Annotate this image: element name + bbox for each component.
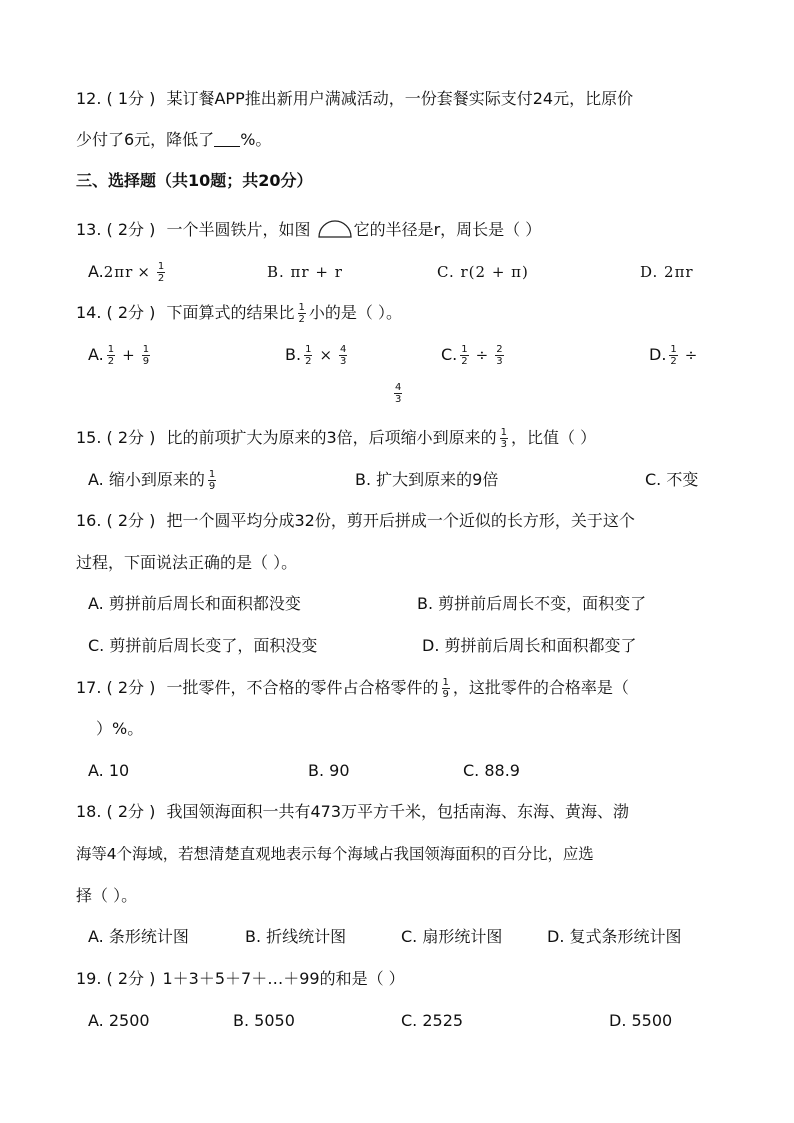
q16-text: 把一个圆平均分成32份，剪开后拼成一个近似的长方形，关于这个 [166, 511, 635, 530]
q15-option-a[interactable]: A. 缩小到原来的 $\frac{1}{9}$ [88, 469, 216, 492]
q17-number: 17. [76, 678, 102, 697]
q13-option-c[interactable]: C. r(2 + π) [437, 263, 529, 281]
q13-option-a-label: A. [88, 262, 104, 281]
q19-option-a[interactable]: A. 2500 [88, 1011, 150, 1030]
q16-option-b[interactable]: B. 剪拼前后周长不变，面积变了 [417, 594, 647, 613]
q13-option-d[interactable]: D. 2πr [640, 263, 694, 281]
q13-option-a-op: × [137, 263, 150, 281]
q19-stem [76, 968, 405, 990]
q17-option-a[interactable]: A. 10 [88, 761, 130, 780]
q18-text: 我国领海面积一共有473万平方千米，包括南海、东海、黄海、渤 [166, 802, 630, 821]
q16-option-c[interactable]: C. 剪拼前后周长变了，面积没变 [88, 636, 318, 655]
q14-stem [76, 302, 402, 325]
q12-score: ( 1分 ) [106, 89, 156, 108]
q14-option-d[interactable]: D. $\frac{1}{2}$ ÷ [649, 344, 698, 367]
q16-score: ( 2分 ) [106, 511, 156, 530]
q17-line2: ）%。 [96, 719, 144, 738]
q14-score: ( 2分 ) [106, 303, 156, 322]
q13-text-b: 它的半径是r，周长是（ ） [353, 220, 542, 239]
q15-score: ( 2分 ) [106, 428, 156, 447]
q13-option-b[interactable]: B. πr + r [267, 263, 343, 281]
q15-option-b[interactable]: B. 扩大到原来的9倍 [355, 470, 499, 489]
q12-line2 [76, 129, 271, 151]
q18-line3: 择（ ）。 [76, 886, 138, 905]
q12-text: 某订餐APP推出新用户满减活动，一份套餐实际支付24元，比原价 [166, 89, 634, 108]
q13-option-a-fraction: $\frac{1}{2}$ [157, 261, 165, 284]
q13-option-a[interactable] [88, 261, 168, 284]
q16-line2: 过程，下面说法正确的是（ ）。 [76, 553, 298, 572]
semicircle-icon [317, 219, 353, 245]
q13-text-a: 一个半圆铁片，如图 [166, 220, 311, 239]
q19-option-d[interactable]: D. 5500 [609, 1011, 673, 1030]
q18-number: 18. [76, 802, 102, 821]
q15-option-c[interactable]: C. 不变 [645, 470, 699, 489]
q12-number: 12. [76, 89, 102, 108]
q16-number: 16. [76, 511, 102, 530]
q16-line1 [76, 510, 635, 532]
q15-number: 15. [76, 428, 102, 447]
section-3-title: 三、选择题（共10题；共20分） [76, 171, 313, 190]
q13-score: ( 2分 ) [106, 220, 156, 239]
q13-stem [76, 219, 541, 245]
q12-text-2a: 少付了6元，降低了 [76, 130, 215, 149]
q12-line1 [76, 88, 633, 110]
q19-number: 19. [76, 969, 102, 988]
q19-text: 1＋3＋5＋7＋…＋99的和是（ ） [162, 969, 405, 988]
q19-option-b[interactable]: B. 5050 [233, 1011, 295, 1030]
q15-text-b: ，比值（ ） [511, 428, 597, 447]
q14-text-b: 小的是（ ）。 [308, 303, 402, 322]
q14-stem-fraction: $\frac{1}{2}$ [298, 302, 305, 325]
q15-text-a: 比的前项扩大为原来的3倍，后项缩小到原来的 [166, 428, 497, 447]
q14-number: 14. [76, 303, 102, 322]
q17-stem-fraction: $\frac{1}{9}$ [442, 677, 449, 700]
q14-option-d-wrap: $\frac{4}{3}$ [395, 382, 402, 405]
q14-text-a: 下面算式的结果比 [166, 303, 295, 322]
q17-stem [76, 677, 629, 700]
q13-number: 13. [76, 220, 102, 239]
q17-text-b: ，这批零件的合格率是（ [452, 678, 629, 697]
q14-option-a[interactable]: A. $\frac{1}{2}$ + $\frac{1}{9}$ [88, 344, 150, 367]
q18-option-b[interactable]: B. 折线统计图 [245, 927, 347, 946]
q17-text-a: 一批零件，不合格的零件占合格零件的 [166, 678, 439, 697]
q18-score: ( 2分 ) [106, 802, 156, 821]
q17-score: ( 2分 ) [106, 678, 156, 697]
q19-score: ( 2分 ) [106, 969, 156, 988]
q14-option-c[interactable]: C. $\frac{1}{2}$ ÷ $\frac{2}{3}$ [441, 344, 503, 367]
q18-option-c[interactable]: C. 扇形统计图 [401, 927, 503, 946]
q13-option-a-expr: 2πr [103, 263, 134, 281]
q18-line1 [76, 801, 629, 823]
q12-answer-blank[interactable] [214, 130, 240, 147]
q16-option-a[interactable]: A. 剪拼前后周长和面积都没变 [88, 594, 301, 613]
q15-stem-fraction: $\frac{1}{3}$ [500, 427, 508, 450]
q19-option-c[interactable]: C. 2525 [401, 1011, 464, 1030]
q15-stem [76, 427, 596, 450]
q18-option-d[interactable]: D. 复式条形统计图 [547, 927, 682, 946]
q18-option-a[interactable]: A. 条形统计图 [88, 927, 189, 946]
q12-text-2b: %。 [240, 130, 272, 149]
q14-option-b[interactable]: B. $\frac{1}{2}$ × $\frac{4}{3}$ [285, 344, 347, 367]
q18-line2: 海等4个海域，若想清楚直观地表示每个海域占我国领海面积的百分比，应选 [76, 845, 594, 863]
q17-option-b[interactable]: B. 90 [308, 761, 350, 780]
q16-option-d[interactable]: D. 剪拼前后周长和面积都变了 [422, 636, 637, 655]
q17-option-c[interactable]: C. 88.9 [463, 761, 520, 780]
